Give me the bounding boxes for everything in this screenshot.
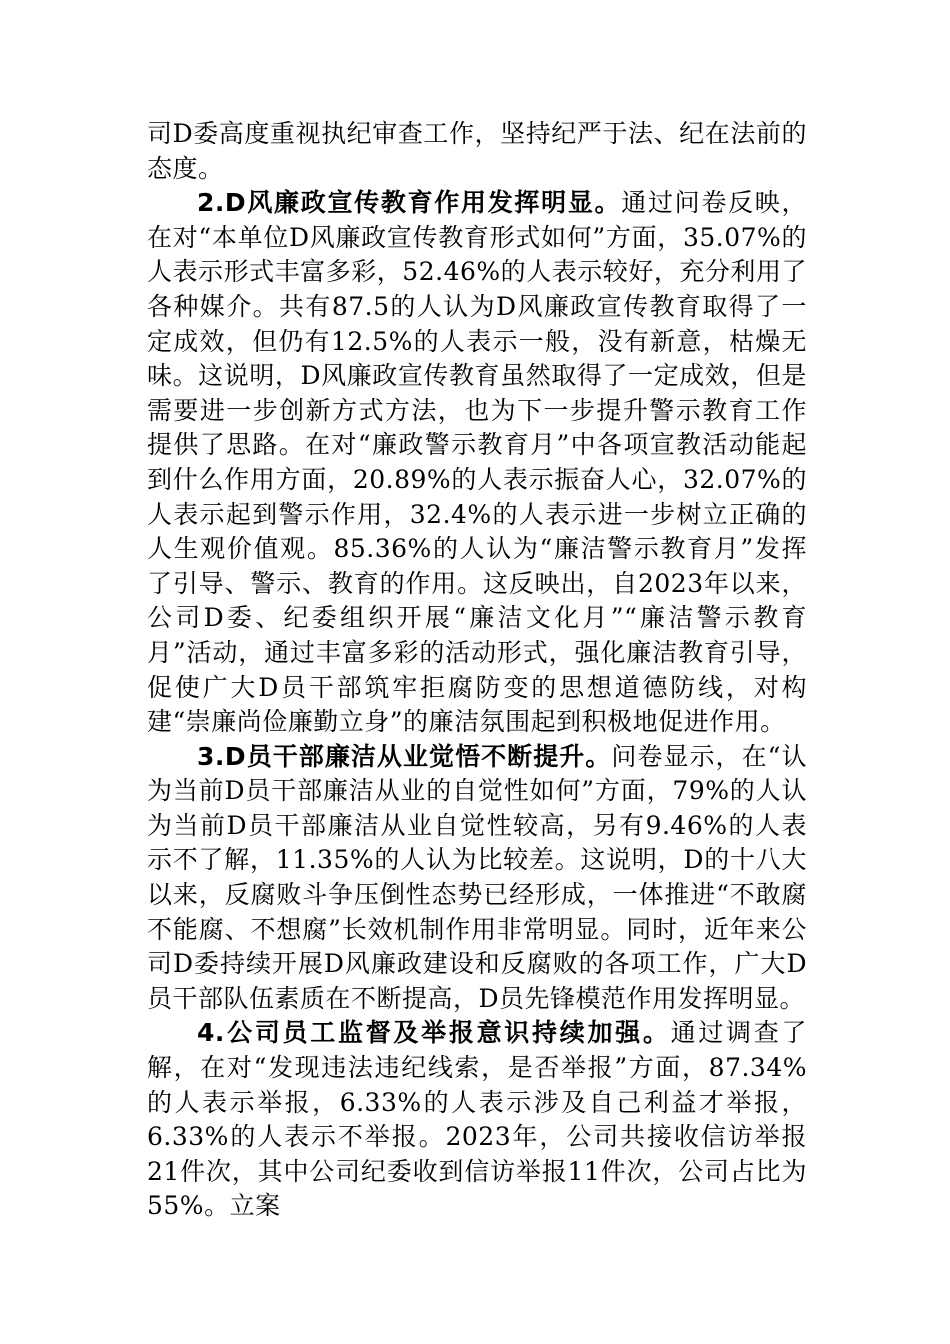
paragraph-4-heading: 4.公司员工监督及举报意识持续加强。 (197, 1018, 671, 1048)
document-page (147, 117, 807, 1224)
paragraph-1-text: 司D委高度重视执纪审查工作，坚持纪严于法、纪在法前的态度。 (147, 119, 807, 183)
paragraph-2-heading: 2.D风廉政宣传教育作用发挥明显。 (197, 188, 622, 218)
paragraph-1 (147, 117, 807, 186)
paragraph-3-text: 问卷显示，在“认为当前D员干部廉洁从业的自觉性如何”方面，79%的人认为当前D员干部廉洁从业自觉性较高，另有9.46%的人表示不了解，11.35%的人认为比较差。这说明，D的十八大以来，反腐败斗争压倒性态势已经形成，一体推进“不敢腐不能腐、不想腐”长效机制作用非常明显。同时，近年来公司D委持续开展D风廉政建设和反腐败的各项工作，广大D员干部队伍素质在不断提高，D员先锋模范作用发挥明显。 (147, 741, 807, 1013)
paragraph-4-text: 通过调查了解，在对“发现违法违纪线索，是否举报”方面，87.34%的人表示举报，6.33%的人表示涉及自己利益才举报，6.33%的人表示不举报。2023年，公司共接收信访举报21件次，其中公司纪委收到信访举报11件次，公司占比为55%。立案 (147, 1018, 807, 1221)
paragraph-2-text: 通过问卷反映，在对“本单位D风廉政宣传教育形式如何”方面，35.07%的人表示形式丰富多彩，52.46%的人表示较好，充分利用了各种媒介。共有87.5的人认为D风廉政宣传教育取得了一定成效，但仍有12.5%的人表示一般，没有新意，枯燥无味。这说明，D风廉政宣传教育虽然取得了一定成效，但是需要进一步创新方式方法，也为下一步提升警示教育工作提供了思路。在对“廉政警示教育月”中各项宣教活动能起到什么作用方面，20.89%的人表示振奋人心，32.07%的人表示起到警示作用，32.4%的人表示进一步树立正确的人生观价值观。85.36%的人认为“廉洁警示教育月”发挥了引导、警示、教育的作用。这反映出，自2023年以来，公司D委、纪委组织开展“廉洁文化月”“廉洁警示教育月”活动，通过丰富多彩的活动形式，强化廉洁教育引导，促使广大D员干部筑牢拒腐防变的思想道德防线，对构建“崇廉尚俭廉勤立身”的廉洁氛围起到积极地促进作用。 (147, 188, 807, 737)
paragraph-2 (147, 186, 807, 740)
paragraph-3 (147, 740, 807, 1017)
paragraph-3-heading: 3.D员干部廉洁从业觉悟不断提升。 (197, 741, 612, 771)
paragraph-4 (147, 1016, 807, 1224)
